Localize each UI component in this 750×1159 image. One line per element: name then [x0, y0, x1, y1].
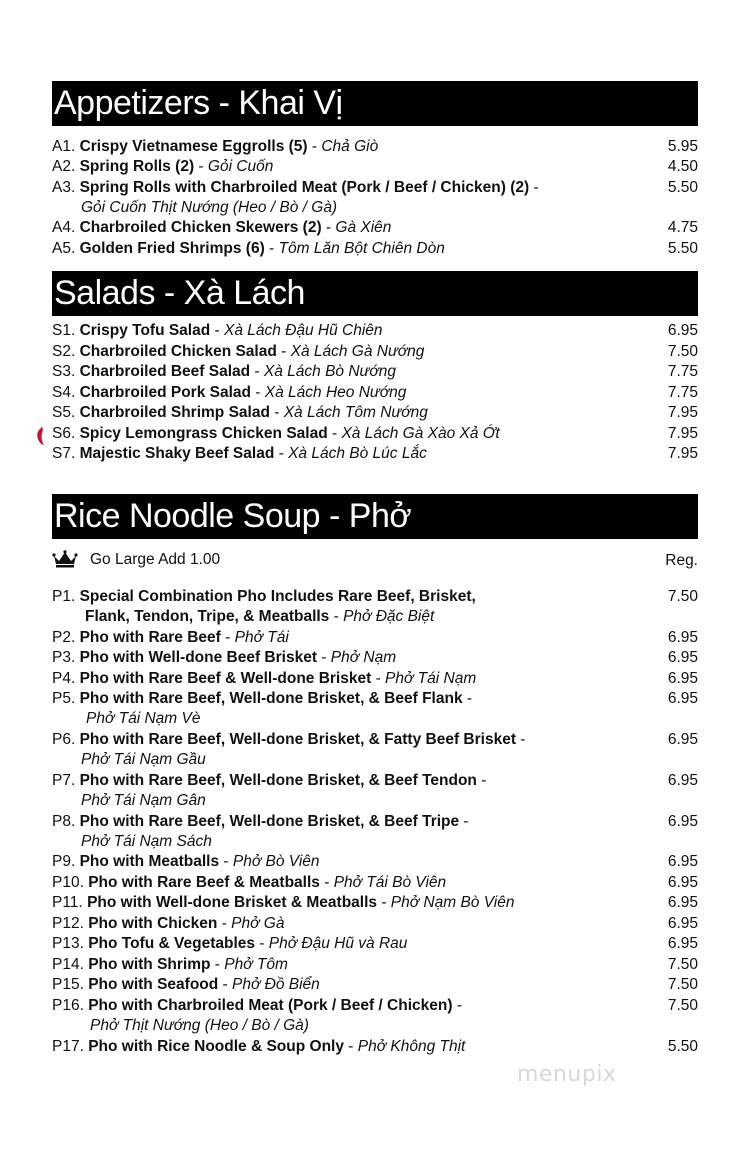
item-name-en: Crispy Tofu Salad	[79, 322, 211, 339]
item-name-en: Pho with Rice Noodle & Soup Only	[88, 1038, 344, 1055]
item-number: P13.	[52, 935, 84, 952]
item-number: S1.	[52, 322, 76, 339]
item-name-en: Spicy Lemongrass Chicken Salad	[79, 425, 328, 442]
item-name-en: Pho with Rare Beef, Well-done Brisket, & Fatty Beef Brisket	[79, 731, 516, 748]
menu-item-p8: P8. Pho with Rare Beef, Well-done Brisket, & Beef Tripe - Phở Tái Nạm Sách 6.95	[52, 812, 698, 853]
item-number: S6.	[52, 425, 76, 442]
item-price: 7.75	[667, 384, 698, 401]
watermark: menupix	[517, 1062, 617, 1087]
item-number: P11.	[52, 894, 83, 911]
item-name-en: Crispy Vietnamese Eggrolls (5)	[79, 138, 308, 155]
item-number: A4.	[52, 219, 76, 236]
item-name-en: Charbroiled Shrimp Salad	[79, 404, 270, 421]
menu-item-s4: S4. Charbroiled Pork Salad - Xà Lách Heo Nướng 7.75	[52, 383, 698, 403]
item-price: 7.75	[667, 363, 698, 380]
item-price: 5.50	[667, 240, 698, 257]
item-price: 6.95	[667, 813, 698, 830]
item-name-vi: Phở Tái	[234, 629, 289, 646]
item-number: S7.	[52, 445, 76, 462]
item-name-vi: Xà Lách Heo Nướng	[264, 384, 407, 401]
item-name-vi: Phở Tôm	[224, 956, 288, 973]
salads-header: Salads - Xà Lách	[52, 271, 698, 316]
item-name-en: Pho with Rare Beef, Well-done Brisket, & Beef Flank	[79, 690, 463, 707]
item-price: 6.95	[667, 874, 698, 891]
menu-item-s7: S7. Majestic Shaky Beef Salad - Xà Lách Bò Lúc Lắc 7.95	[52, 444, 698, 464]
item-name-en: Pho with Rare Beef & Meatballs	[88, 874, 320, 891]
item-name-vi: Gỏi Cuốn	[207, 158, 274, 175]
item-name-en: Pho with Rare Beef, Well-done Brisket, & Beef Tendon	[79, 772, 477, 789]
item-name-vi: Phở Thịt Nướng (Heo / Bò / Gà)	[90, 1017, 309, 1035]
item-price: 5.95	[667, 138, 698, 155]
item-name-en: Pho with Well-done Brisket & Meatballs	[87, 894, 378, 911]
appetizers-header: Appetizers - Khai Vị	[52, 81, 698, 126]
item-name-en: Spring Rolls with Charbroiled Meat (Pork / Beef / Chicken) (2)	[79, 179, 530, 196]
menu-item-s6: S6. Spicy Lemongrass Chicken Salad - Xà Lách Gà Xào Xả Ớt 7.95	[52, 424, 698, 444]
item-name-en: Pho Tofu & Vegetables	[88, 935, 255, 952]
item-name-vi: Phở Tái Nạm Vè	[86, 710, 201, 728]
item-name-vi: Xà Lách Gà Xào Xả Ớt	[341, 425, 500, 442]
item-number: S2.	[52, 343, 76, 360]
menu-item-a1: A1. Crispy Vietnamese Eggrolls (5) - Chả Giò 5.95	[52, 137, 698, 157]
item-price: 7.95	[667, 404, 698, 421]
item-price: 6.95	[667, 690, 698, 707]
item-number: P7.	[52, 772, 76, 789]
item-name-en: Majestic Shaky Beef Salad	[79, 445, 275, 462]
item-name-en: Pho with Seafood	[88, 976, 219, 993]
item-number: P3.	[52, 649, 76, 666]
menu-item-a3: A3. Spring Rolls with Charbroiled Meat (Pork / Beef / Chicken) (2) - Gỏi Cuốn Thịt Nướng (Heo / Bò / Gà) 5.50	[52, 178, 698, 219]
item-price: 5.50	[667, 1038, 698, 1055]
item-name-vi: Gà Xiên	[335, 219, 392, 236]
item-price: 6.95	[667, 935, 698, 952]
item-price: 6.95	[667, 649, 698, 666]
item-price: 7.50	[667, 343, 698, 360]
item-name-vi: Phở Đặc Biệt	[343, 608, 435, 626]
item-name-vi: Chả Giò	[321, 138, 379, 155]
item-price: 6.95	[667, 894, 698, 911]
item-name-en: Charbroiled Pork Salad	[79, 384, 251, 401]
item-price: 6.95	[667, 322, 698, 339]
crown-icon	[52, 550, 78, 568]
item-price: 7.50	[667, 956, 698, 973]
item-price: 6.95	[667, 629, 698, 646]
item-name-vi: Phở Nạm Bò Viên	[390, 894, 515, 911]
item-price: 6.95	[667, 731, 698, 748]
item-name-en: Pho with Rare Beef	[79, 629, 221, 646]
item-name-vi: Phở Tái Nạm Sách	[81, 833, 212, 851]
item-number: S4.	[52, 384, 76, 401]
chili-pepper-icon	[33, 424, 47, 446]
item-number: A1.	[52, 138, 76, 155]
item-price: 6.95	[667, 772, 698, 789]
item-number: P5.	[52, 690, 76, 707]
item-name-vi: Phở Gà	[231, 915, 285, 932]
item-number: P17.	[52, 1038, 84, 1055]
item-number: S5.	[52, 404, 76, 421]
pho-header: Rice Noodle Soup - Phở	[52, 494, 698, 539]
item-name-vi: Phở Tái Nạm	[385, 670, 477, 687]
item-name-en: Pho with Rare Beef, Well-done Brisket, & Beef Tripe	[79, 813, 460, 830]
item-name-vi: Xà Lách Tôm Nướng	[283, 404, 428, 421]
item-name-vi: Phở Bò Viên	[232, 853, 320, 870]
item-name-en: Pho with Rare Beef & Well-done Brisket	[79, 670, 372, 687]
item-price: 7.95	[667, 445, 698, 462]
menu-item-p17: P17. Pho with Rice Noodle & Soup Only - Phở Không Thịt 5.50	[52, 1037, 698, 1057]
menu-item-s5: S5. Charbroiled Shrimp Salad - Xà Lách Tôm Nướng 7.95	[52, 403, 698, 423]
menu-item-s1: S1. Crispy Tofu Salad - Xà Lách Đậu Hũ Chiên 6.95	[52, 321, 698, 341]
item-number: A3.	[52, 179, 76, 196]
item-number: P9.	[52, 853, 76, 870]
item-name-vi: Xà Lách Đậu Hũ Chiên	[223, 322, 383, 339]
item-price: 5.50	[667, 179, 698, 196]
menu-item-p14: P14. Pho with Shrimp - Phở Tôm 7.50	[52, 955, 698, 975]
menu-item-s2: S2. Charbroiled Chicken Salad - Xà Lách Gà Nướng 7.50	[52, 342, 698, 362]
item-number: P1.	[52, 588, 76, 605]
menu-item-a2: A2. Spring Rolls (2) - Gỏi Cuốn 4.50	[52, 157, 698, 177]
item-name-en: Charbroiled Beef Salad	[79, 363, 251, 380]
item-name-en: Pho with Chicken	[88, 915, 218, 932]
item-name-vi: Tôm Lăn Bột Chiên Dòn	[278, 240, 445, 257]
menu-item-p11: P11. Pho with Well-done Brisket & Meatballs - Phở Nạm Bò Viên 6.95	[52, 893, 698, 913]
item-name-en: Special Combination Pho Includes Rare Beef, Brisket,	[79, 588, 476, 605]
item-price: 7.50	[667, 588, 698, 605]
menu-item-p2: P2. Pho with Rare Beef - Phở Tái 6.95	[52, 628, 698, 648]
menu-item-p12: P12. Pho with Chicken - Phở Gà 6.95	[52, 914, 698, 934]
item-name-vi: Phở Tái Nạm Gân	[81, 792, 206, 810]
regular-size-label: Reg.	[665, 552, 698, 569]
item-number: P8.	[52, 813, 76, 830]
menu-item-s3: S3. Charbroiled Beef Salad - Xà Lách Bò Nướng 7.75	[52, 362, 698, 382]
menu-item-p9: P9. Pho with Meatballs - Phở Bò Viên 6.95	[52, 852, 698, 872]
item-name-vi: Xà Lách Bò Nướng	[263, 363, 396, 380]
menu-item-p5: P5. Pho with Rare Beef, Well-done Brisket, & Beef Flank - Phở Tái Nạm Vè 6.95	[52, 689, 698, 730]
item-number: P4.	[52, 670, 76, 687]
item-name-vi: Gỏi Cuốn Thịt Nướng (Heo / Bò / Gà)	[81, 199, 338, 217]
item-number: P16.	[52, 997, 84, 1014]
menu-item-a4: A4. Charbroiled Chicken Skewers (2) - Gà Xiên 4.75	[52, 218, 698, 238]
item-number: S3.	[52, 363, 76, 380]
item-name-en: Pho with Shrimp	[88, 956, 211, 973]
item-name-en: Charbroiled Chicken Salad	[79, 343, 277, 360]
menu-item-p7: P7. Pho with Rare Beef, Well-done Brisket, & Beef Tendon - Phở Tái Nạm Gân 6.95	[52, 771, 698, 812]
item-price: 4.50	[667, 158, 698, 175]
item-name-en: Spring Rolls (2)	[79, 158, 195, 175]
item-name-en: Charbroiled Chicken Skewers (2)	[79, 219, 322, 236]
menu-item-p4: P4. Pho with Rare Beef & Well-done Brisket - Phở Tái Nạm 6.95	[52, 669, 698, 689]
item-name-vi: Phở Đồ Biển	[232, 976, 320, 993]
item-price: 7.50	[667, 976, 698, 993]
menu-item-p1: P1. Special Combination Pho Includes Rare Beef, Brisket, Flank, Tendon, Tripe, & Meatballs - Phở Đặc Biệt 7.50	[52, 588, 698, 626]
menu-item-a5: A5. Golden Fried Shrimps (6) - Tôm Lăn Bột Chiên Dòn 5.50	[52, 239, 698, 259]
item-price: 6.95	[667, 670, 698, 687]
menu-item-p15: P15. Pho with Seafood - Phở Đồ Biển 7.50	[52, 975, 698, 995]
menu-item-p3: P3. Pho with Well-done Beef Brisket - Phở Nạm 6.95	[52, 648, 698, 668]
item-price: 7.95	[667, 425, 698, 442]
item-number: P14.	[52, 956, 84, 973]
go-large-note: Go Large Add 1.00	[90, 551, 221, 568]
item-price: 6.95	[667, 915, 698, 932]
item-price: 6.95	[667, 853, 698, 870]
item-price: 4.75	[667, 219, 698, 236]
item-name-en: Pho with Charbroiled Meat (Pork / Beef / Chicken)	[88, 997, 453, 1014]
menu-item-p6: P6. Pho with Rare Beef, Well-done Brisket, & Fatty Beef Brisket - Phở Tái Nạm Gầu 6.95	[52, 730, 698, 771]
item-name-vi: Phở Nạm	[330, 649, 397, 666]
menu-item-p13: P13. Pho Tofu & Vegetables - Phở Đậu Hũ và Rau 6.95	[52, 934, 698, 954]
item-number: P15.	[52, 976, 84, 993]
item-name-en-line2: Flank, Tendon, Tripe, & Meatballs	[85, 608, 330, 626]
item-name-vi: Phở Đậu Hũ và Rau	[268, 935, 408, 952]
menu-item-p10: P10. Pho with Rare Beef & Meatballs - Phở Tái Bò Viên 6.95	[52, 873, 698, 893]
item-name-en: Golden Fried Shrimps (6)	[79, 240, 265, 257]
item-name-en: Pho with Meatballs	[79, 853, 220, 870]
item-price: 7.50	[667, 997, 698, 1014]
item-number: P2.	[52, 629, 76, 646]
item-name-en: Pho with Well-done Beef Brisket	[79, 649, 317, 666]
item-name-vi: Phở Tái Nạm Gầu	[81, 751, 206, 769]
item-name-vi: Phở Tái Bò Viên	[333, 874, 447, 891]
item-number: A5.	[52, 240, 76, 257]
item-number: P10.	[52, 874, 84, 891]
item-number: P6.	[52, 731, 76, 748]
menu-item-p16: P16. Pho with Charbroiled Meat (Pork / Beef / Chicken) - Phở Thịt Nướng (Heo / Bò / Gà) 7.50	[52, 996, 698, 1037]
item-number: A2.	[52, 158, 76, 175]
item-number: P12.	[52, 915, 84, 932]
item-name-vi: Xà Lách Bò Lúc Lắc	[288, 445, 427, 462]
item-name-vi: Phở Không Thịt	[357, 1038, 466, 1055]
item-name-vi: Xà Lách Gà Nướng	[290, 343, 425, 360]
